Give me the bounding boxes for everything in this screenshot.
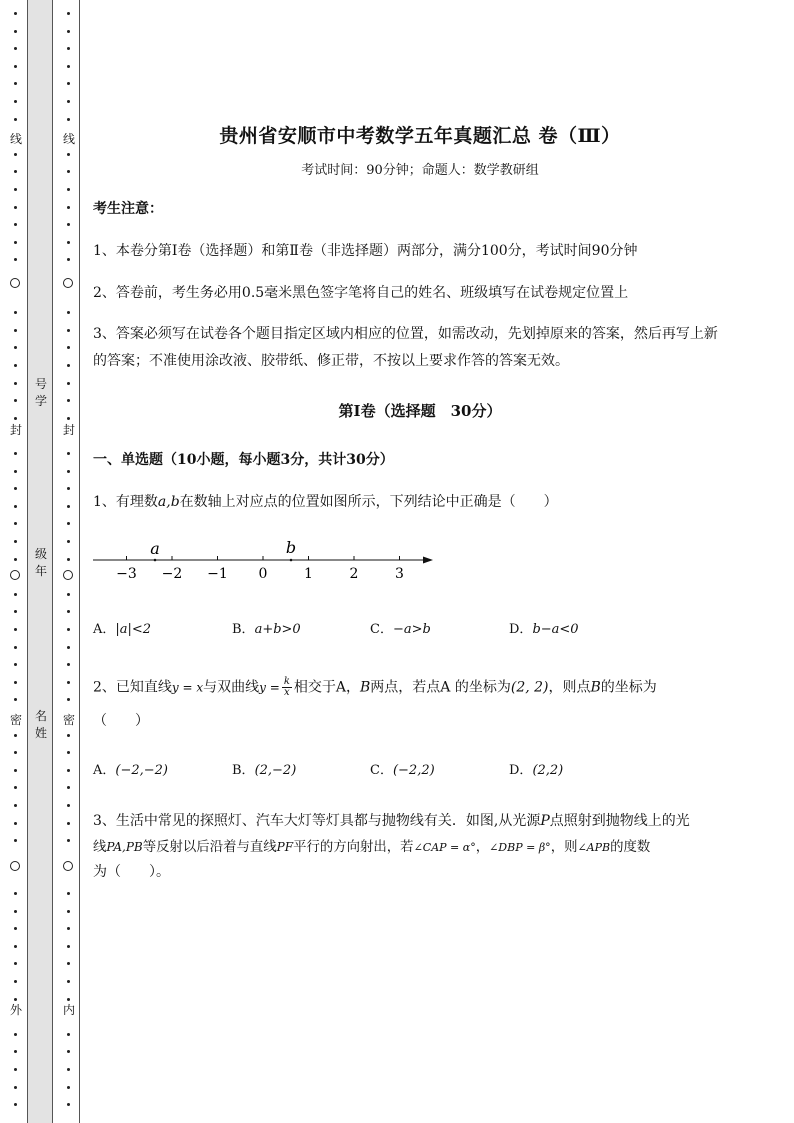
margin-circle-icon: [10, 278, 20, 288]
margin-dot: [67, 1033, 70, 1036]
point-a-label: a: [150, 539, 160, 558]
margin-circle-icon: [10, 570, 20, 580]
number-line-tick-label: 0: [258, 566, 268, 582]
margin-dot: [67, 153, 70, 156]
margin-dot: [67, 170, 70, 173]
q2-answer-paren: （ ）: [93, 713, 149, 729]
margin-dot: [14, 892, 17, 895]
margin-dot: [14, 927, 17, 930]
point-b-marker: [290, 559, 293, 562]
q2-frac-den: x: [284, 687, 290, 698]
margin-dot: [14, 1103, 17, 1106]
margin-dot: [14, 769, 17, 772]
margin-dot: [67, 82, 70, 85]
margin-dot: [14, 822, 17, 825]
margin-dot: [14, 487, 17, 490]
margin-dot: [14, 382, 17, 385]
margin-dot: [67, 399, 70, 402]
margin-dot: [14, 751, 17, 754]
q2-s6: 的坐标为: [600, 679, 657, 696]
margin-dot: [67, 258, 70, 261]
margin-dot: [67, 945, 70, 948]
q3-l1-pre: 3、生活中常见的探照灯、汽车大灯等灯具都与抛物线有关．如图,从光源: [93, 813, 541, 829]
q2-option-c[interactable]: [370, 761, 435, 781]
margin-dot: [67, 822, 70, 825]
margin-dot: [67, 1086, 70, 1089]
q2-point-b: B: [360, 679, 371, 696]
number-line-tick-label: −3: [116, 566, 137, 582]
question-1-stem: [93, 492, 558, 512]
point-a-marker: [154, 559, 157, 562]
margin-dot: [67, 188, 70, 191]
q1-option-d-expr: b−a<0: [532, 622, 579, 637]
q3-l2-PAPB: PA,PB: [106, 840, 143, 854]
margin-dot: [14, 558, 17, 561]
question-3-line-3: 为（ ）。: [93, 864, 170, 880]
margin-dot: [14, 311, 17, 314]
notice-item-3-line-2: 的答案；不准使用涂改液、胶带纸、修正带，不按以上要求作答的答案无效。: [93, 353, 569, 369]
margin-dot: [67, 100, 70, 103]
margin-char: 外: [9, 1003, 22, 1017]
q3-l2-angle-cap: ∠CAP = α°: [413, 841, 476, 854]
number-line-tick-label: −2: [161, 566, 183, 582]
margin-dot: [67, 698, 70, 701]
q3-l2-angle-dbp: ∠DBP = β°: [489, 841, 551, 854]
q1-option-b-expr: a+b>0: [254, 622, 301, 637]
margin-dot: [67, 540, 70, 543]
margin-dot: [67, 593, 70, 596]
margin-dot: [14, 12, 17, 15]
margin-dot: [67, 364, 70, 367]
margin-dot: [67, 892, 70, 895]
margin-dot: [14, 1033, 17, 1036]
q3-l2-mid2: 平行的方向射出，若: [293, 840, 414, 855]
margin-dot: [14, 417, 17, 420]
margin-dot: [67, 628, 70, 631]
point-b-label: b: [285, 538, 297, 557]
margin-dot: [14, 118, 17, 121]
margin-dot: [14, 540, 17, 543]
margin-dot: [67, 681, 70, 684]
margin-dot: [14, 206, 17, 209]
q2-option-a[interactable]: [93, 761, 168, 781]
margin-circle-icon: [63, 278, 73, 288]
q3-l2-PF: PF: [276, 840, 294, 854]
margin-dot: [14, 980, 17, 983]
margin-dot: [67, 734, 70, 737]
q3-l2-comma: ，: [475, 840, 490, 855]
margin-dot: [67, 452, 70, 455]
number-line-arrow: [423, 557, 433, 564]
q2-option-a-expr: (−2,−2): [115, 763, 168, 778]
margin-dot: [14, 470, 17, 473]
margin-dot: [67, 786, 70, 789]
margin-char: 线: [62, 132, 75, 146]
q1-option-c-expr: −a>b: [392, 622, 431, 637]
margin-char: 封: [9, 423, 22, 437]
margin-dot: [14, 962, 17, 965]
q3-l2-angle-apb: ∠APB: [577, 841, 611, 854]
question-2-stem: [93, 677, 657, 698]
q1-option-d-label: D．: [509, 622, 533, 637]
q3-l1-P: P: [540, 813, 550, 829]
margin-dot: [14, 223, 17, 226]
margin-dot: [67, 751, 70, 754]
margin-dot: [67, 223, 70, 226]
margin-dot: [14, 910, 17, 913]
margin-dot: [67, 839, 70, 842]
q2-option-a-label: A．: [93, 763, 116, 778]
margin-dot: [14, 681, 17, 684]
q1-stem-pre: 1、有理数: [93, 494, 158, 510]
q2-s1: 2、已知直线: [93, 679, 172, 696]
margin-circle-icon: [10, 861, 20, 871]
margin-dot: [14, 364, 17, 367]
name-label: 名姓: [34, 709, 47, 740]
margin-dot: [14, 452, 17, 455]
margin-dot: [67, 558, 70, 561]
margin-dot: [14, 522, 17, 525]
number-line-tick-label: −1: [207, 566, 228, 582]
margin-dot: [14, 839, 17, 842]
margin-dot: [14, 153, 17, 156]
margin-dot: [14, 663, 17, 666]
margin-dot: [67, 769, 70, 772]
q3-l2-then: ，则: [550, 840, 578, 855]
margin-dot: [14, 346, 17, 349]
margin-dot: [14, 329, 17, 332]
margin-dot: [67, 646, 70, 649]
margin-dot: [67, 470, 70, 473]
q2-hyper-lhs: y =: [259, 680, 280, 695]
margin-dot: [67, 65, 70, 68]
q3-l1-post: 点照射到抛物线上的光: [549, 813, 690, 829]
margin-dot: [67, 1103, 70, 1106]
margin-dot: [14, 734, 17, 737]
q1-option-b[interactable]: [232, 620, 301, 640]
margin-dot: [67, 927, 70, 930]
exam-title: 贵州省安顺市中考数学五年真题汇总 卷（Ⅲ）: [219, 125, 621, 147]
q2-s2: 与双曲线: [203, 679, 260, 696]
q2-line-eq: y = x: [171, 680, 204, 695]
margin-dot: [67, 118, 70, 121]
margin-dot: [67, 663, 70, 666]
q1-stem-vars: a,b: [157, 494, 180, 510]
margin-dot: [14, 998, 17, 1001]
q1-option-d[interactable]: [509, 620, 579, 640]
margin-rule-line: [79, 0, 80, 1123]
margin-dot: [67, 1068, 70, 1071]
part-heading: 一、单选题（10小题，每小题3分，共计30分）: [93, 452, 394, 468]
inner-dotted-cut-line: [62, 0, 76, 1123]
q2-coord: (2, 2): [510, 679, 549, 696]
margin-circle-icon: [63, 570, 73, 580]
margin-dot: [14, 628, 17, 631]
q2-option-c-label: C．: [370, 763, 393, 778]
q1-option-b-label: B．: [232, 622, 255, 637]
notice-heading: 考生注意：: [93, 201, 163, 217]
margin-dot: [14, 945, 17, 948]
margin-char: 密: [62, 713, 75, 727]
q1-option-c-label: C．: [370, 622, 393, 637]
margin-dot: [14, 65, 17, 68]
margin-dot: [14, 47, 17, 50]
margin-char: 线: [9, 132, 22, 146]
student-id-label: 号学: [34, 377, 47, 408]
margin-dot: [14, 698, 17, 701]
margin-dot: [67, 382, 70, 385]
q3-l2-mid: 等反射以后沿着与直线: [142, 840, 277, 855]
margin-char: 封: [62, 423, 75, 437]
margin-dot: [67, 962, 70, 965]
margin-dot: [67, 346, 70, 349]
binding-margin: [0, 0, 90, 1123]
margin-dot: [14, 646, 17, 649]
exam-subtitle: 考试时间：90分钟；命题人：数学教研组: [301, 163, 539, 178]
q2-s3: 相交于A，: [293, 679, 360, 696]
q3-l2-post: 的度数: [610, 840, 651, 855]
q2-s5: ，则点: [548, 679, 591, 696]
q2-option-c-expr: (−2,2): [392, 763, 435, 778]
margin-circle-icon: [63, 861, 73, 871]
margin-dot: [14, 804, 17, 807]
q2-frac-num: k: [283, 676, 290, 687]
margin-dot: [14, 258, 17, 261]
margin-dot: [14, 1086, 17, 1089]
margin-dot: [67, 47, 70, 50]
q1-option-a-label: A．: [93, 622, 116, 637]
q2-option-d[interactable]: [509, 761, 563, 781]
number-line-figure: [90, 537, 440, 585]
number-line-tick-label: 2: [349, 566, 359, 582]
margin-dot: [67, 522, 70, 525]
notice-item-2: 2、答卷前，考生务必用0.5毫米黑色签字笔将自己的姓名、班级填写在试卷规定位置上: [93, 285, 629, 301]
margin-dot: [14, 399, 17, 402]
margin-dot: [67, 417, 70, 420]
margin-dot: [14, 593, 17, 596]
question-3-line-2: [93, 837, 650, 858]
q2-option-b[interactable]: [232, 761, 296, 781]
margin-dot: [67, 505, 70, 508]
q3-l2-pre: 线: [93, 840, 107, 855]
margin-dot: [67, 12, 70, 15]
margin-dot: [67, 1050, 70, 1053]
q1-option-c[interactable]: [370, 620, 431, 640]
margin-dot: [67, 311, 70, 314]
margin-dot: [14, 1068, 17, 1071]
grade-label: 级年: [34, 547, 47, 578]
margin-dot: [67, 910, 70, 913]
margin-dot: [67, 980, 70, 983]
q2-option-d-label: D．: [509, 763, 533, 778]
margin-dot: [67, 998, 70, 1001]
q1-stem-post: 在数轴上对应点的位置如图所示，下列结论中正确是（ ）: [179, 494, 558, 510]
q2-option-b-label: B．: [232, 763, 255, 778]
question-3-line-1: [93, 811, 690, 831]
margin-dot: [67, 804, 70, 807]
margin-dot: [14, 610, 17, 613]
section-title: 第Ⅰ卷（选择题 30分）: [338, 402, 502, 420]
number-line-tick-label: 3: [395, 566, 404, 582]
margin-dot: [14, 30, 17, 33]
q2-hyperbola-fraction: [282, 677, 292, 698]
margin-char: 内: [62, 1003, 75, 1017]
notice-item-3-line-1: 3、答案必须写在试卷各个题目指定区域内相应的位置，如需改动，先划掉原来的答案，然后再写上新: [93, 326, 718, 342]
margin-dot: [14, 188, 17, 191]
margin-dot: [14, 786, 17, 789]
notice-item-1: 1、本卷分第Ⅰ卷（选择题）和第Ⅱ卷（非选择题）两部分，满分100分，考试时间90分钟: [93, 243, 638, 259]
margin-char: 密: [9, 713, 22, 727]
margin-dot: [67, 487, 70, 490]
margin-dot: [14, 505, 17, 508]
margin-dot: [67, 206, 70, 209]
margin-dot: [14, 82, 17, 85]
margin-dot: [14, 241, 17, 244]
margin-dot: [67, 241, 70, 244]
margin-dot: [14, 1050, 17, 1053]
q1-option-a-expr: |a|<2: [115, 622, 152, 637]
outer-dotted-cut-line: [9, 0, 23, 1123]
margin-dot: [14, 100, 17, 103]
margin-dot: [67, 610, 70, 613]
margin-dot: [67, 30, 70, 33]
q2-option-b-expr: (2,−2): [254, 763, 297, 778]
number-line-tick-label: 1: [304, 566, 313, 582]
q2-option-d-expr: (2,2): [532, 763, 564, 778]
margin-dot: [14, 170, 17, 173]
margin-dot: [67, 329, 70, 332]
q1-option-a[interactable]: [93, 620, 151, 640]
q2-point-b-2: B: [590, 679, 601, 696]
q2-s4: 两点，若点A 的坐标为: [370, 679, 511, 696]
